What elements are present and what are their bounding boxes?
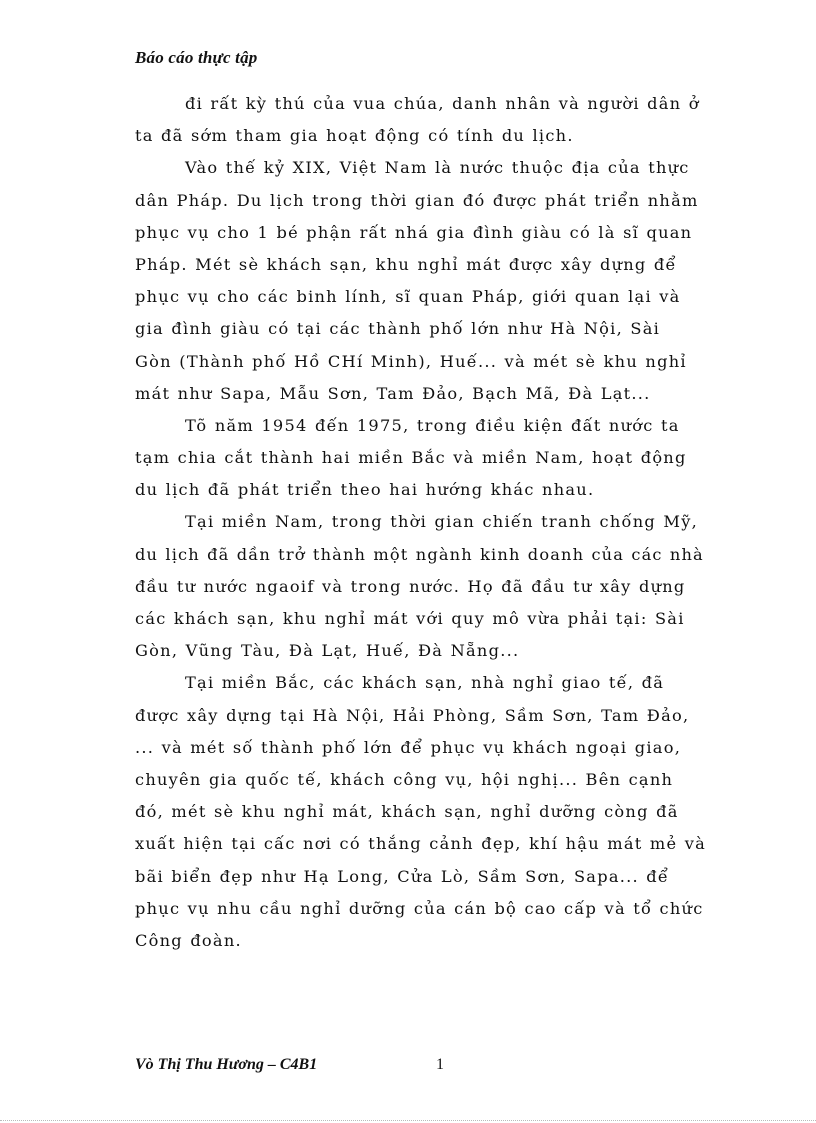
page-footer xyxy=(135,1056,695,1080)
text-line: đi rất kỳ thú của vua chúa, danh nhân và người dân ở xyxy=(185,94,700,113)
paragraph-start-line: Tại miền Nam, trong thời gian chiến tranh chống Mỹ, xyxy=(185,512,698,532)
text-line: Gòn, Vũng Tàu, Đà Lạt, Huế, Đà Nẵng... xyxy=(135,641,520,661)
text-line: Pháp. Mét sè khách sạn, khu nghỉ mát được xây dựng để xyxy=(135,254,677,274)
text-line: du lịch đã phát triển theo hai hướng khác nhau. xyxy=(135,480,595,500)
text-line: du lịch đã dần trở thành một ngành kinh doanh của các nhà xyxy=(135,544,704,564)
footer-author: Vò Thị Thu Hương – C4B1 xyxy=(135,1056,318,1073)
text-line: xuất hiện tại cấc nơi có thắng cảnh đẹp, khí hậu mát mẻ và xyxy=(135,834,707,854)
text-line: bãi biển đẹp như Hạ Long, Cửa Lò, Sầm Sơn, Sapa... để xyxy=(135,866,670,886)
text-line: tạm chia cắt thành hai miền Bắc và miền Nam, hoạt động xyxy=(135,448,687,468)
text-line: phục vụ nhu cầu nghỉ dưỡng của cán bộ cao cấp và tổ chức xyxy=(135,898,704,918)
text-line: đó, mét sè khu nghỉ mát, khách sạn, nghỉ dưỡng còng đã xyxy=(135,802,679,822)
text-line: dân Pháp. Du lịch trong thời gian đó được phát triển nhằm xyxy=(135,190,699,210)
text-line: các khách sạn, khu nghỉ mát với quy mô vừa phải tại: Sài xyxy=(135,609,685,628)
page-number: 1 xyxy=(436,1056,444,1073)
text-line: đầu tư nước ngaoif và trong nước. Họ đã đầu tư xây dựng xyxy=(135,576,686,596)
text-line: mát như Sapa, Mẫu Sơn, Tam Đảo, Bạch Mã, Đà Lạt... xyxy=(135,383,651,403)
text-line: phục vụ cho 1 bé phận rất nhá gia đình giàu có là sĩ quan xyxy=(135,222,693,242)
text-line: phục vụ cho các binh lính, sĩ quan Pháp, giới quan lại và xyxy=(135,287,681,307)
paragraph-start-line: Tõ năm 1954 đến 1975, trong điều kiện đất nước ta xyxy=(185,415,680,435)
text-line: Công đoàn. xyxy=(135,930,242,950)
text-line: gia đình giàu có tại các thành phố lớn như Hà Nội, Sài xyxy=(135,319,661,339)
text-line: ... và mét số thành phố lớn để phục vụ khách ngoại giao, xyxy=(135,737,682,757)
body-text xyxy=(135,88,707,957)
paragraph-start-line: Tại miền Bắc, các khách sạn, nhà nghỉ giao tế, đã xyxy=(185,673,665,693)
text-line: ta đã sớm tham gia hoạt động có tính du lịch. xyxy=(135,126,574,146)
text-line: Gòn (Thành phố Hồ CHí Minh), Huế... và mét sè khu nghỉ xyxy=(135,351,687,371)
page-header-title: Báo cáo thực tập xyxy=(135,48,258,67)
text-line: được xây dựng tại Hà Nội, Hải Phòng, Sầm Sơn, Tam Đảo, xyxy=(135,705,690,725)
bottom-divider xyxy=(0,1120,816,1121)
paragraph-start-line: Vào thế kỷ XIX, Việt Nam là nước thuộc địa của thực xyxy=(185,158,690,178)
text-line: chuyên gia quốc tế, khách công vụ, hội nghị... Bên cạnh xyxy=(135,769,674,789)
